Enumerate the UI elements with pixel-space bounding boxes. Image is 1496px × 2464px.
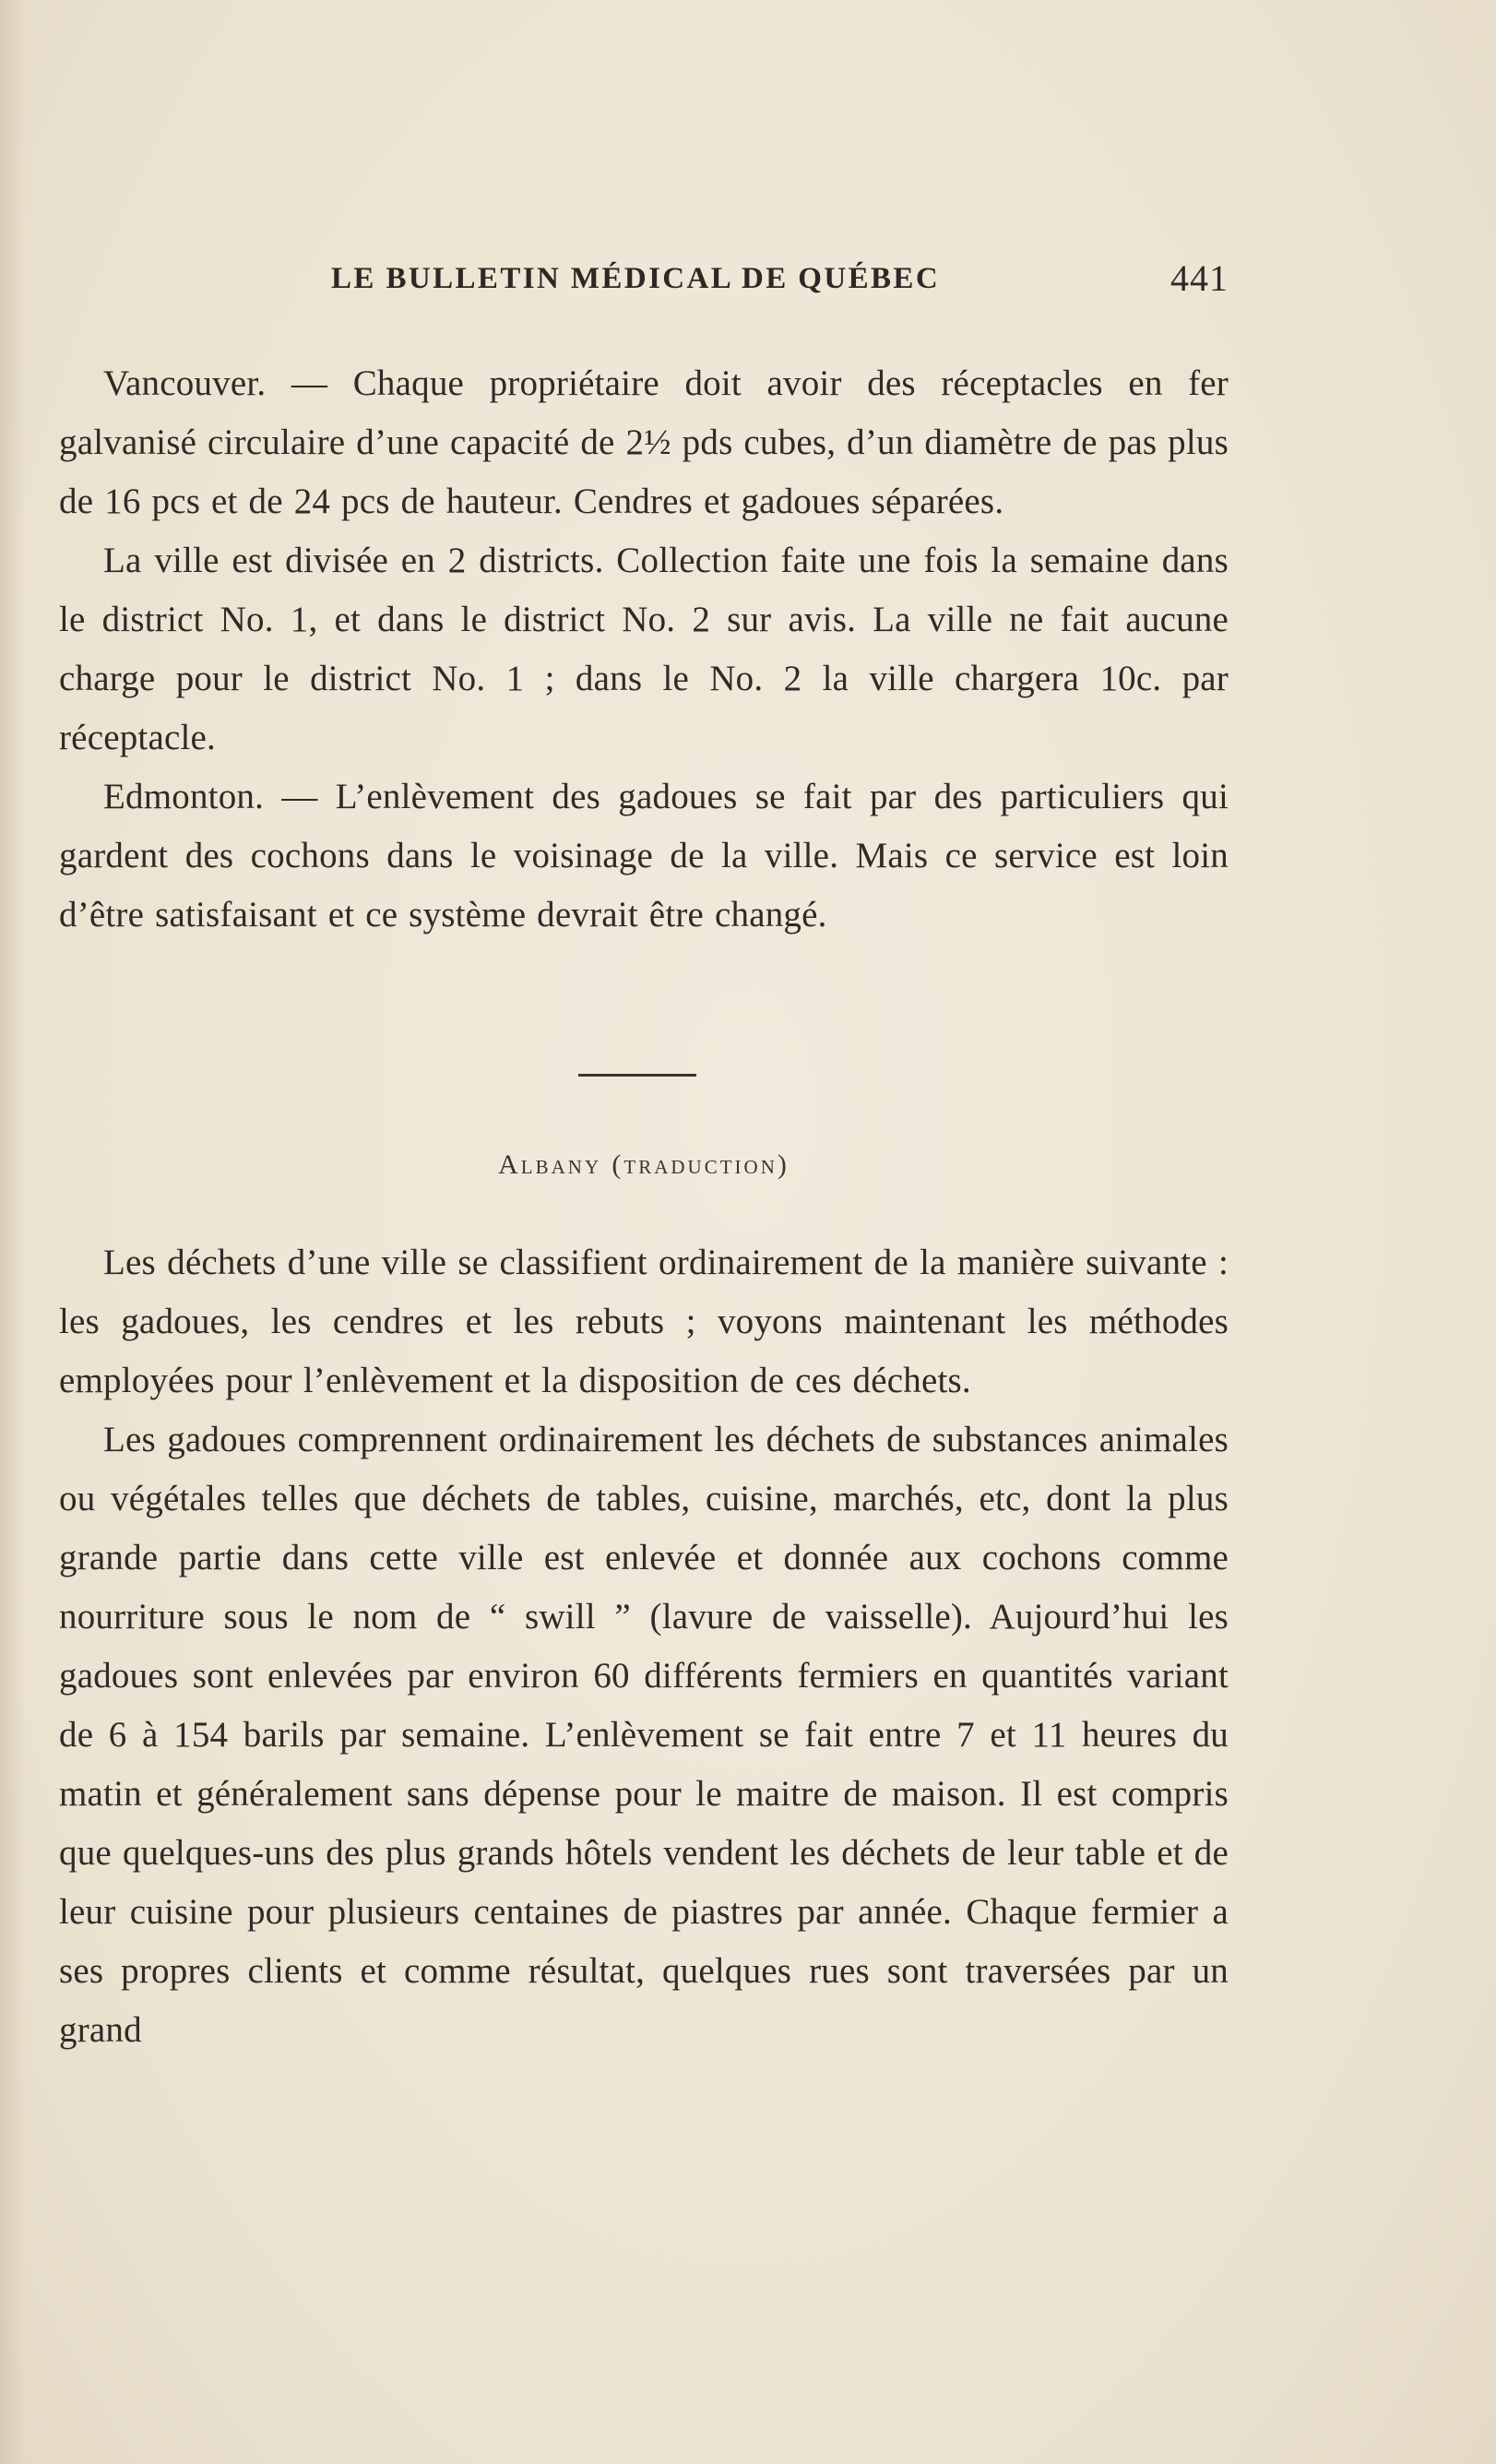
header-title: LE BULLETIN MÉDICAL DE QUÉBEC <box>331 262 941 295</box>
heading-subtitle: (traduction) <box>611 1149 790 1180</box>
gutter-shadow <box>0 0 26 2464</box>
section-vancouver-edmonton <box>59 354 1229 945</box>
paragraph-vancouver: Vancouver. — Chaque propriétaire doit avoir des réceptacles en fer galvanisé circulaire d’une capacité de 2½ pds cubes, d’un diamètre de pas plus de 16 pcs et de 24 pcs de hauteur. Cendres et gadoues séparées. <box>59 363 1229 521</box>
paragraph-gadoues: Les gadoues comprennent ordinairement les déchets de substances animales ou végétales telles que déchets de tables, cuisine, marchés, etc, dont la plus grande partie dans cette ville est enlevée et donnée aux cochons comme nourriture sous le nom de “ swill ” (lavure de vaisselle). Aujourd’hui les gadoues sont enlevées par environ 60 différents fermiers en quantités variant de 6 à 154 barils par semaine. L’enlèvement se fait entre 7 et 11 heures du matin et généralement sans dépense pour le maitre de maison. Il est compris que quelques-uns des plus grands hôtels vendent les déchets de leur table et de leur cuisine pour plusieurs centaines de piastres par année. Chaque fermier a ses propres clients et comme résultat, quelques rues sont traversées par un grand <box>59 1420 1229 2050</box>
paragraph-districts: La ville est divisée en 2 districts. Collection faite une fois la semaine dans le district No. 1, et dans le district No. 2 sur avis. La ville ne fait aucune charge pour le district No. 1 ; dans le No. 2 la ville chargera 10c. par réceptacle. <box>59 541 1229 757</box>
section-albany <box>59 1233 1229 2060</box>
heading-name: Albany <box>498 1149 602 1180</box>
page-number: 441 <box>1170 257 1229 299</box>
paragraph-edmonton: Edmonton. — L’enlèvement des gadoues se fait par des particuliers qui gardent des cochons dans le voisinage de la ville. Mais ce service est loin d’être satisfaisant et ce système devrait être changé. <box>59 777 1229 934</box>
section-divider <box>578 1074 696 1077</box>
section-heading-albany <box>59 1148 1229 1182</box>
paragraph-dechets: Les déchets d’une ville se classifient ordinairement de la manière suivante : les gadoues, les cendres et les rebuts ; voyons maintenant les méthodes employées pour l’enlèvement et la disposition de ces déchets. <box>59 1243 1229 1400</box>
running-head <box>59 256 1229 304</box>
